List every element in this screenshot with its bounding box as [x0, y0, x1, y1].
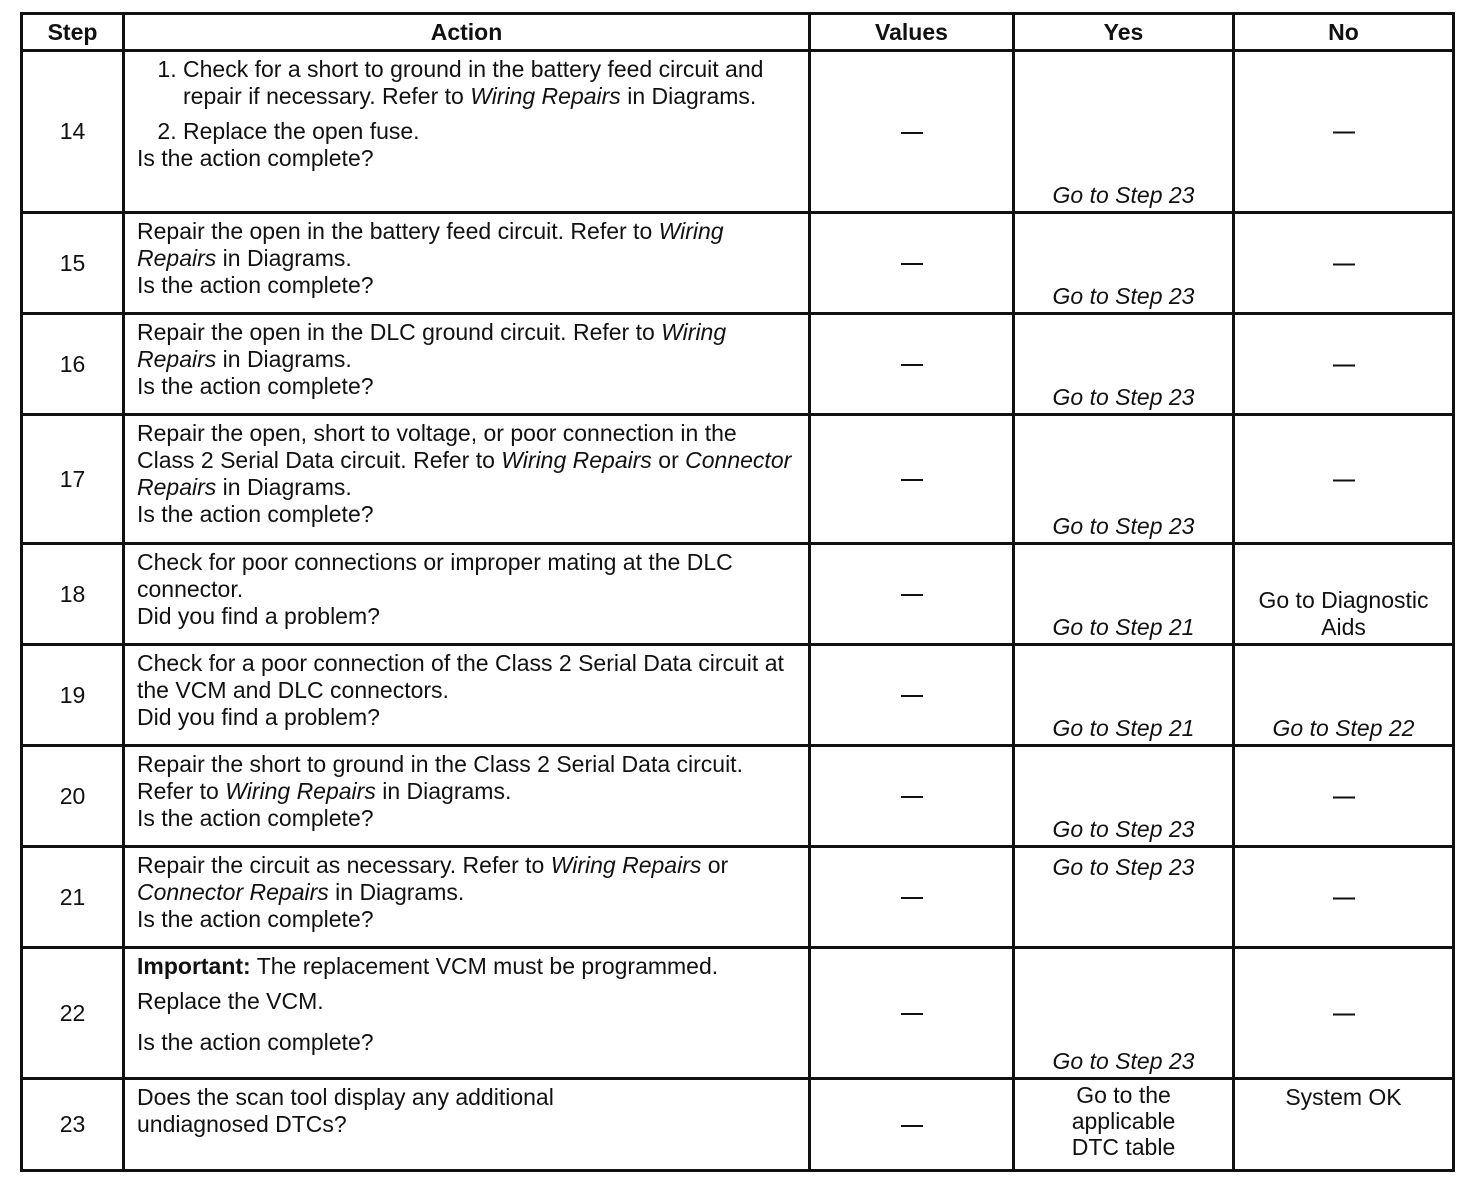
dash-mark	[901, 132, 923, 134]
table-row-step-16	[22, 314, 1454, 415]
yes-link[interactable]: Go to Step 21	[1052, 614, 1195, 640]
no-cell	[1234, 746, 1454, 847]
values-cell	[810, 544, 1014, 645]
dash-mark	[1333, 1013, 1355, 1015]
dash-mark	[1333, 479, 1355, 481]
yes-link[interactable]: Go to Step 23	[1052, 513, 1195, 539]
action-cell	[124, 645, 810, 746]
yes-cell	[1014, 314, 1234, 415]
header-row	[22, 14, 1454, 51]
yes-link[interactable]: Go to Step 21	[1052, 715, 1195, 741]
table-row-step-17	[22, 415, 1454, 544]
table-row-step-21	[22, 847, 1454, 948]
yes-cell	[1014, 948, 1234, 1079]
no-cell	[1234, 213, 1454, 314]
no-cell	[1234, 645, 1454, 746]
values-cell	[810, 948, 1014, 1079]
header-step: Step	[22, 14, 124, 51]
values-cell	[810, 213, 1014, 314]
action-question: Did you find a problem?	[137, 704, 380, 730]
action-cell	[124, 1079, 810, 1171]
yes-link[interactable]: Go to Step 23	[1052, 816, 1195, 842]
yes-cell	[1014, 847, 1234, 948]
values-cell	[810, 51, 1014, 213]
step-number: 15	[22, 213, 124, 314]
dash-mark	[1333, 263, 1355, 265]
dash-mark	[901, 479, 923, 481]
important-note: Important: The replacement VCM must be programmed.	[137, 953, 719, 979]
action-text: Repair the open, short to voltage, or poor connection in the Class 2 Serial Data circuit. Refer to Wiring Repairs or Connector Repairs in Diagrams.	[137, 420, 792, 500]
yes-link[interactable]: Go to Step 23	[1052, 854, 1195, 880]
dash-mark	[901, 897, 923, 899]
diagnostic-table	[20, 12, 1455, 1172]
action-item: 1. Check for a short to ground in the battery feed circuit and repair if necessary. Refer to Wiring Repairs in Diagrams.	[183, 56, 796, 110]
dash-mark	[1333, 364, 1355, 366]
dash-mark	[901, 1125, 923, 1127]
action-cell	[124, 51, 810, 213]
action-text: Repair the open in the battery feed circuit. Refer to Wiring Repairs in Diagrams.	[137, 218, 724, 271]
values-cell	[810, 415, 1014, 544]
step-number: 17	[22, 415, 124, 544]
yes-cell	[1014, 415, 1234, 544]
dash-mark	[1333, 897, 1355, 899]
table-row-step-22	[22, 948, 1454, 1079]
action-cell	[124, 948, 810, 1079]
action-question: Is the action complete?	[137, 145, 374, 171]
no-cell	[1234, 51, 1454, 213]
step-number: 14	[22, 51, 124, 213]
action-text: Repair the circuit as necessary. Refer to Wiring Repairs or Connector Repairs in Diagrams.	[137, 852, 729, 905]
no-cell	[1234, 1079, 1454, 1171]
no-cell	[1234, 415, 1454, 544]
action-text: Replace the VCM.	[137, 988, 324, 1014]
table-row-step-18	[22, 544, 1454, 645]
yes-link[interactable]: Go to the applicable DTC table	[1071, 1082, 1176, 1160]
step-number: 19	[22, 645, 124, 746]
yes-cell	[1014, 544, 1234, 645]
dash-mark	[901, 263, 923, 265]
dash-mark	[901, 364, 923, 366]
yes-link[interactable]: Go to Step 23	[1052, 1048, 1195, 1074]
no-link[interactable]: System OK	[1285, 1084, 1402, 1110]
header-no: No	[1234, 14, 1454, 51]
values-cell	[810, 1079, 1014, 1171]
action-cell	[124, 213, 810, 314]
dash-mark	[901, 796, 923, 798]
values-cell	[810, 314, 1014, 415]
step-number: 22	[22, 948, 124, 1079]
important-label: Important:	[137, 953, 251, 979]
action-question: Is the action complete?	[137, 906, 374, 932]
yes-cell	[1014, 1079, 1234, 1171]
values-cell	[810, 847, 1014, 948]
no-cell	[1234, 314, 1454, 415]
dash-mark	[1333, 132, 1355, 134]
values-cell	[810, 645, 1014, 746]
yes-cell	[1014, 746, 1234, 847]
header-yes: Yes	[1014, 14, 1234, 51]
action-text: Repair the short to ground in the Class 2 Serial Data circuit. Refer to Wiring Repairs in Diagrams.	[137, 751, 743, 804]
table-row-step-19	[22, 645, 1454, 746]
action-cell	[124, 746, 810, 847]
step-number: 21	[22, 847, 124, 948]
no-link[interactable]: Go to Diagnostic Aids	[1258, 587, 1429, 640]
no-cell	[1234, 847, 1454, 948]
step-number: 16	[22, 314, 124, 415]
action-text: Does the scan tool display any additional undiagnosed DTCs?	[137, 1084, 554, 1137]
yes-link[interactable]: Go to Step 23	[1052, 283, 1195, 309]
step-number: 23	[22, 1079, 124, 1171]
yes-cell	[1014, 51, 1234, 213]
no-cell	[1234, 544, 1454, 645]
action-question: Is the action complete?	[137, 501, 374, 527]
table-row-step-15	[22, 213, 1454, 314]
header-values: Values	[810, 14, 1014, 51]
no-link[interactable]: Go to Step 22	[1272, 715, 1415, 741]
dash-mark	[901, 594, 923, 596]
yes-cell	[1014, 645, 1234, 746]
action-question: Is the action complete?	[137, 805, 374, 831]
header-action: Action	[124, 14, 810, 51]
yes-cell	[1014, 213, 1234, 314]
action-text: Check for poor connections or improper mating at the DLC connector.	[137, 549, 733, 602]
action-item: 2. Replace the open fuse.	[183, 118, 796, 145]
dash-mark	[901, 695, 923, 697]
step-number: 20	[22, 746, 124, 847]
action-text: Check for a poor connection of the Class 2 Serial Data circuit at the VCM and DLC connectors.	[137, 650, 784, 703]
table-row-step-20	[22, 746, 1454, 847]
values-cell	[810, 746, 1014, 847]
dash-mark	[901, 1013, 923, 1015]
yes-link[interactable]: Go to Step 23	[1052, 182, 1195, 208]
action-question: Is the action complete?	[137, 1029, 374, 1055]
action-cell	[124, 415, 810, 544]
yes-link[interactable]: Go to Step 23	[1052, 384, 1195, 410]
action-question: Is the action complete?	[137, 272, 374, 298]
action-cell	[124, 544, 810, 645]
dash-mark	[1333, 796, 1355, 798]
action-cell	[124, 847, 810, 948]
table-row-step-23	[22, 1079, 1454, 1171]
action-question: Did you find a problem?	[137, 603, 380, 629]
action-cell	[124, 314, 810, 415]
no-cell	[1234, 948, 1454, 1079]
action-question: Is the action complete?	[137, 373, 374, 399]
action-text: Repair the open in the DLC ground circuit. Refer to Wiring Repairs in Diagrams.	[137, 319, 727, 372]
table-row-step-14	[22, 51, 1454, 213]
step-number: 18	[22, 544, 124, 645]
